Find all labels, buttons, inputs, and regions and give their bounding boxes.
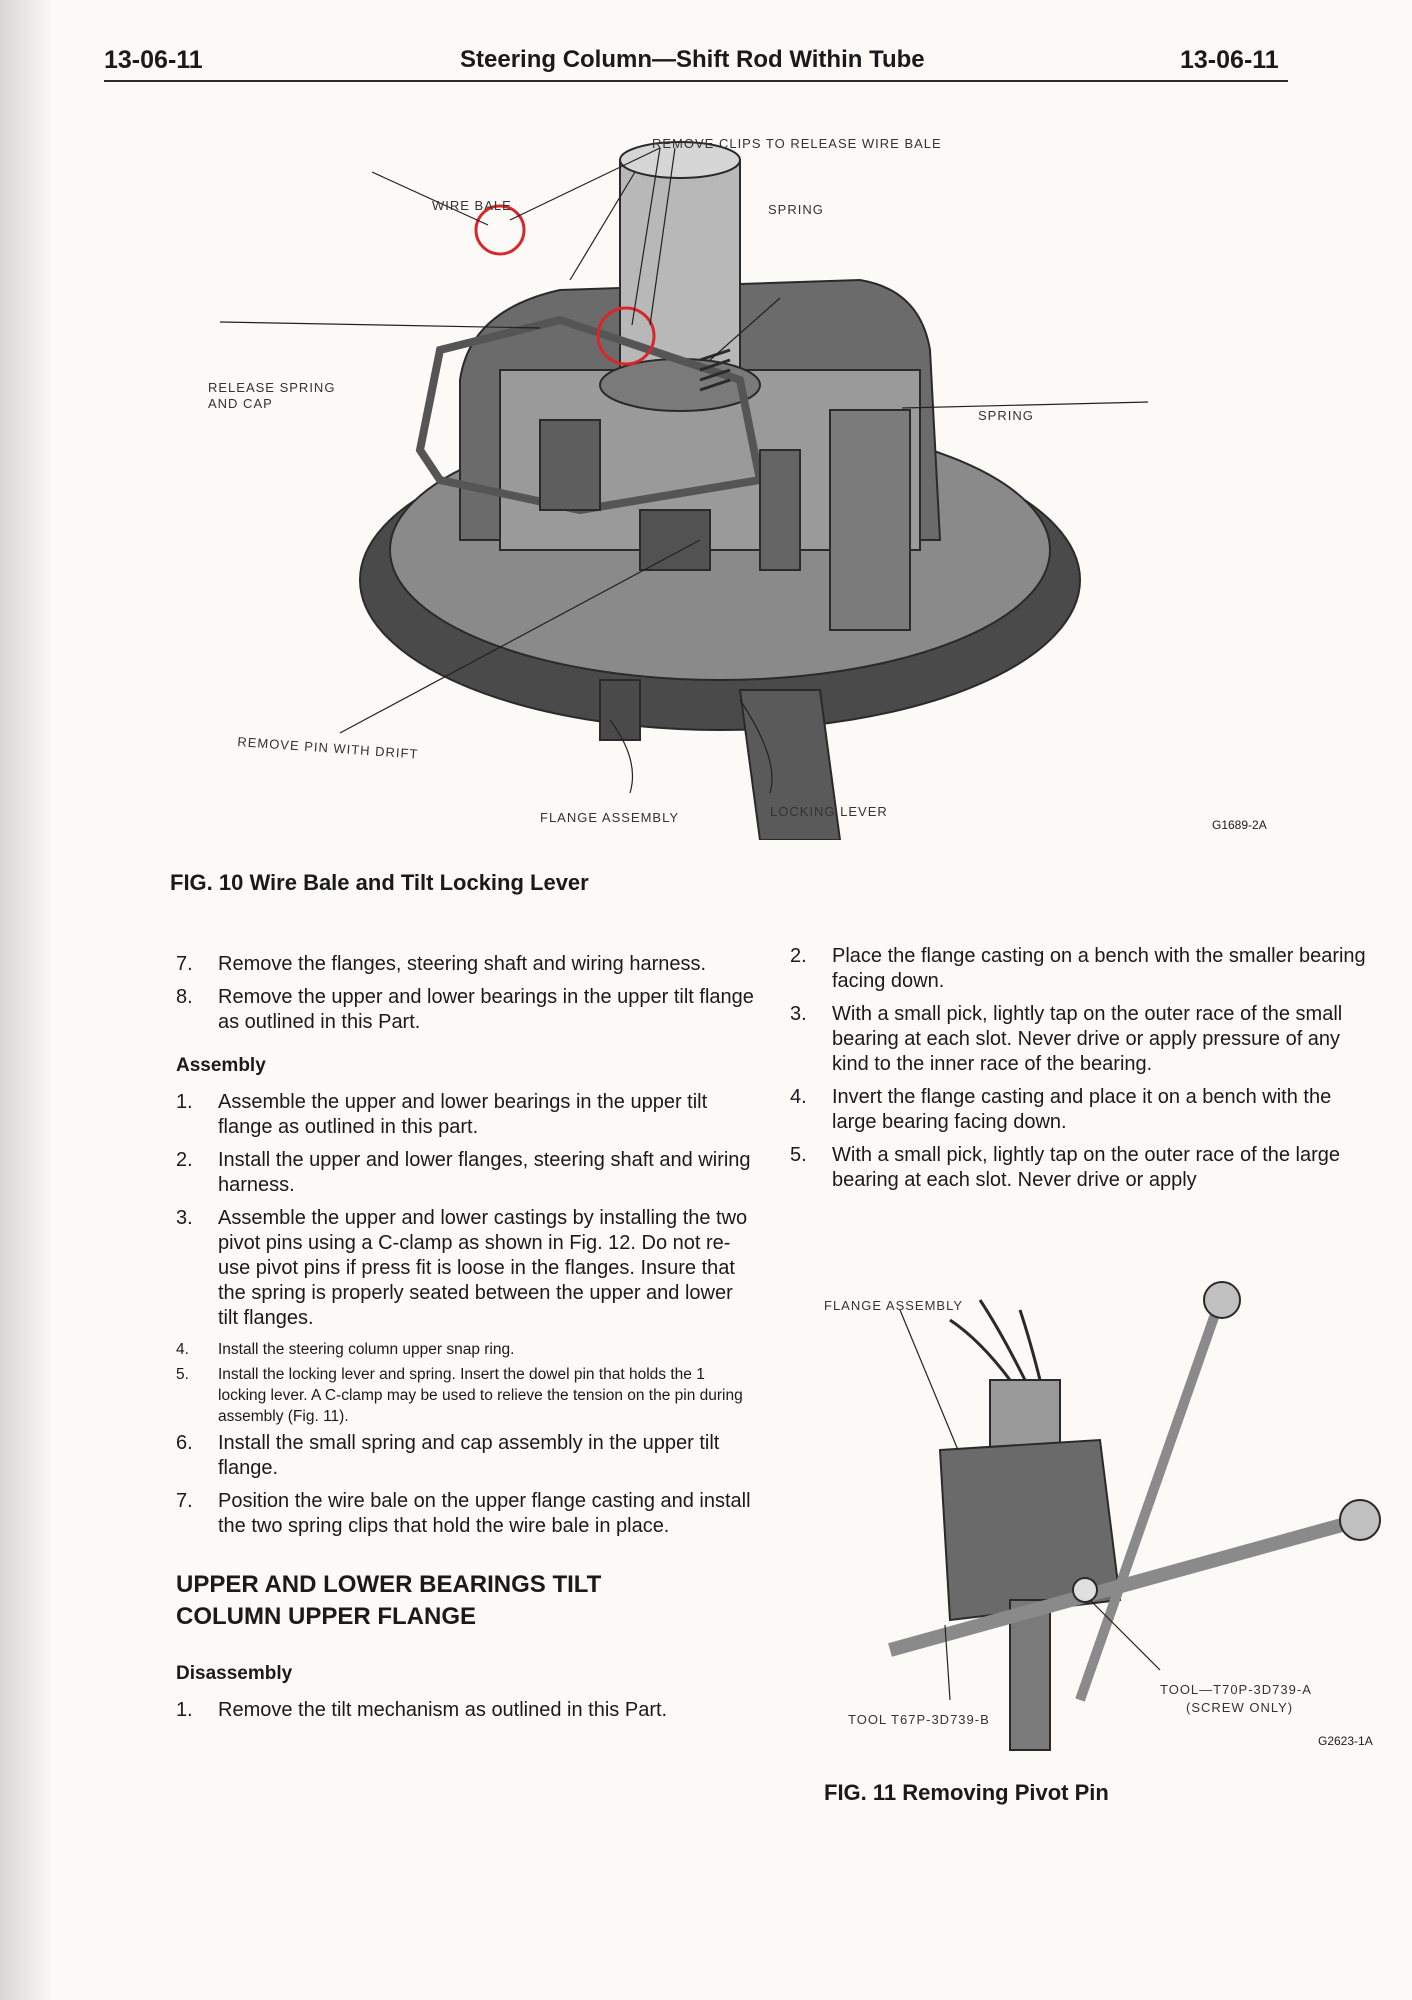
callout-spring-top: SPRING <box>768 202 824 217</box>
callout-remove-pin: REMOVE PIN WITH DRIFT <box>236 734 419 762</box>
section-heading-line-1: UPPER AND LOWER BEARINGS TILT <box>176 1571 602 1598</box>
fig11-callout-tool-a-note: (SCREW ONLY) <box>1186 1700 1294 1715</box>
left-column <box>176 952 756 1731</box>
list-item: 7. Position the wire bale on the upper flange casting and install the two spring clips that hold the wire bale in place. <box>176 1490 751 1537</box>
callout-flange-assembly: FLANGE ASSEMBLY <box>540 810 680 825</box>
page-title: Steering Column—Shift Rod Within Tube <box>460 46 925 73</box>
fig11-callout-tool-a: TOOL—T70P-3D739-A <box>1160 1682 1312 1697</box>
assembly-heading: Assembly <box>176 1055 266 1076</box>
disassembly-heading: Disassembly <box>176 1663 293 1684</box>
right-column <box>790 944 1370 1201</box>
scan-edge-shadow <box>0 0 60 2000</box>
callout-wire-bale: WIRE BALE <box>432 198 512 213</box>
list-item: 6. Install the small spring and cap assembly in the upper tilt flange. <box>176 1432 720 1479</box>
callout-release-spring: RELEASE SPRING <box>208 380 336 395</box>
list-item: 3. With a small pick, lightly tap on the outer race of the small bearing at each slot. Never drive or apply pressure of any kind to the inner race of the bearing. <box>790 1003 1343 1075</box>
section-heading-line-2: COLUMN UPPER FLANGE <box>176 1603 476 1630</box>
list-item: 4. Install the steering column upper snap ring. <box>176 1341 515 1358</box>
figure-10-code: G1689-2A <box>1212 818 1267 832</box>
list-item: 2. Install the upper and lower flanges, steering shaft and wiring harness. <box>176 1149 751 1196</box>
figure-10-illustration <box>140 120 1300 840</box>
list-item: 4. Invert the flange casting and place it on a bench with the large bearing facing down. <box>790 1086 1332 1133</box>
page-number-left: 13-06-11 <box>104 46 203 74</box>
callout-locking-lever: LOCKING LEVER <box>770 804 888 819</box>
list-item: 5. With a small pick, lightly tap on the outer race of the large bearing at each slot. Never drive or apply <box>790 1144 1341 1191</box>
list-item: 1. Assemble the upper and lower bearings in the upper tilt flange as outlined in this part. <box>176 1091 708 1138</box>
callout-remove-clips: REMOVE CLIPS TO RELEASE WIRE BALE <box>652 136 942 151</box>
callout-release-spring-cap: AND CAP <box>208 396 273 411</box>
callout-spring-right: SPRING <box>978 408 1034 423</box>
figure-11-caption: FIG. 11 Removing Pivot Pin <box>824 1780 1109 1805</box>
list-item: 3. Assemble the upper and lower castings by installing the two pivot pins using a C-clamp as shown in Fig. 12. Do not re-use pivot pins if press fit is loose in the flanges. Insure that the spring is properly seated between the upper and lower tilt flanges. <box>176 1207 748 1329</box>
page-number-right: 13-06-11 <box>1180 46 1279 74</box>
list-item: 2. Place the flange casting on a bench with the smaller bearing facing down. <box>790 945 1366 992</box>
list-item: 7. Remove the flanges, steering shaft and wiring harness. <box>176 953 707 975</box>
figure-11-code: G2623-1A <box>1318 1734 1373 1748</box>
header-rule <box>104 80 1288 82</box>
figure-10-caption: FIG. 10 Wire Bale and Tilt Locking Lever <box>170 870 589 895</box>
fig11-callout-flange-assembly: FLANGE ASSEMBLY <box>824 1298 964 1313</box>
list-item: 8. Remove the upper and lower bearings in the upper tilt flange as outlined in this Part. <box>176 986 754 1033</box>
fig11-callout-tool-b: TOOL T67P-3D739-B <box>848 1712 990 1727</box>
list-item: 5. Install the locking lever and spring. Insert the dowel pin that holds the 1 locking lever. A C-clamp may be used to relieve the tension on the pin during assembly (Fig. 11). <box>176 1366 743 1425</box>
list-item: 1. Remove the tilt mechanism as outlined in this Part. <box>176 1699 668 1721</box>
